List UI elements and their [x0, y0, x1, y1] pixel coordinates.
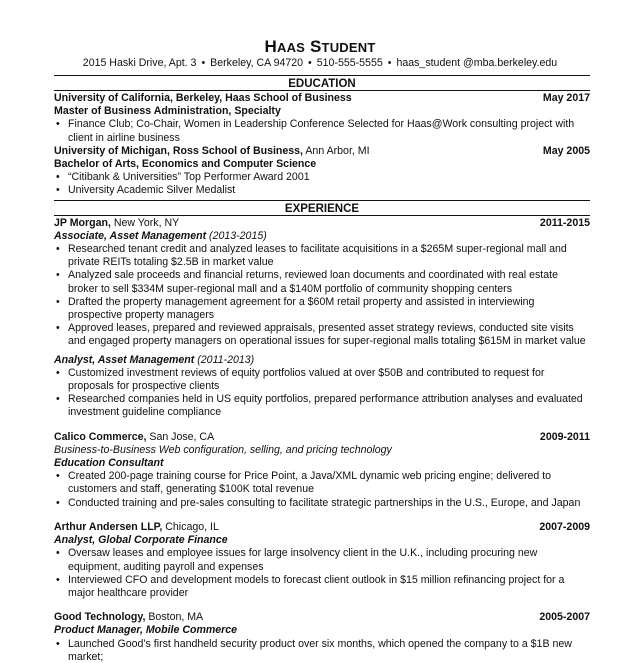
list-item: • “Citibank & Universities” Top Performer Award 2001 [54, 171, 590, 184]
job-entry [54, 521, 590, 600]
list-item: • Oversaw leases and employee issues for large insolvency client in the U.K., including procuring new equipment, auditing payroll and expenses [54, 547, 590, 573]
candidate-name [0, 36, 640, 59]
education-date: May 2017 [542, 92, 590, 104]
city: Berkeley, CA 94720 [210, 57, 304, 69]
list-item: • Customized investment reviews of equity portfolios valued at over $50B and contributed to request for proposals for prospective clients [54, 367, 590, 393]
role-title: Analyst, Asset Management [54, 353, 195, 366]
education-entry [54, 145, 590, 198]
job-date: 2009-2011 [539, 430, 590, 443]
company-location: New York, NY [110, 216, 180, 229]
list-item: • Conducted training and pre-sales consulting to facilitate strategic partnerships in the U.S., Europe, and Japan [54, 497, 590, 510]
list-item: • Drafted the property management agreement for a $60M retail property and assisted in interviewing prospective property managers [54, 296, 590, 322]
school-location: Ann Arbor, MI [303, 144, 370, 157]
address: 2015 Haski Drive, Apt. 3 [82, 57, 197, 69]
email[interactable]: haas_student @mba.berkeley.edu [396, 57, 558, 69]
list-item: • Launched Good’s first handheld security product over six months, which opened the company to a $1B new market; [54, 638, 590, 663]
list-item: • Created 200-page training course for Price Point, a Java/XML dynamic web pricing engine; delivered to customers and staff, generating $100K total revenue [54, 470, 590, 496]
role-period: (2013-2015) [206, 229, 267, 242]
bullet-separator: • [387, 57, 392, 69]
company-location: Chicago, IL [162, 520, 219, 533]
list-item: • Approved leases, prepared and reviewed appraisals, presented asset strategy reviews, conducted site visits and engaged property managers on operational issues for super-regional malls totaling $615M in market value [54, 322, 590, 348]
school-name: University of Michigan, Ross School of Business, [54, 144, 303, 157]
education-date: May 2005 [542, 144, 590, 157]
job-date: 2007-2009 [539, 520, 590, 533]
list-item: • Analyzed sale proceeds and financial returns, reviewed loan documents and coordinated with real estate broker to sell $334M super-regional mall and a $140M portfolio of community shopping centers [54, 269, 590, 295]
company-name: JP Morgan, [54, 216, 111, 229]
list-item: • Researched tenant credit and analyzed leases to facilitate acquisitions in a $265M super-regional mall and private REITs totaling $2.5B in market value [54, 243, 590, 269]
job-entry [54, 217, 590, 420]
name-first-rest: AAS [277, 40, 306, 55]
bullet-separator: • [201, 57, 206, 69]
company-description: Business-to-Business Web configuration, selling, and pricing technology [54, 443, 392, 456]
list-item: • Finance Club; Co-Chair, Women in Leadership Conference Selected for Haas@Work consulting project with client in airline business [54, 118, 590, 144]
role-title: Associate, Asset Management [54, 229, 207, 242]
company-name: Calico Commerce, [54, 430, 147, 443]
resume-content [54, 73, 590, 663]
education-heading: EDUCATION [54, 75, 590, 91]
list-item: • University Academic Silver Medalist [54, 184, 590, 197]
role-period: (2011-2013) [194, 353, 255, 366]
bullet-separator: • [308, 57, 312, 69]
education-entry [54, 92, 590, 145]
name-first-initial: H [264, 37, 277, 56]
company-location: San Jose, CA [146, 430, 215, 443]
company-name: Good Technology, [54, 611, 146, 624]
phone: 510-555-5555 [316, 57, 383, 69]
experience-heading: EXPERIENCE [54, 200, 590, 216]
job-date: 2005-2007 [539, 611, 590, 624]
role-title: Analyst, Global Corporate Finance [54, 534, 228, 547]
role-title: Product Manager, Mobile Commerce [54, 624, 238, 637]
degree: Master of Business Administration, Specialty [54, 105, 281, 118]
contact-line [0, 57, 640, 70]
company-name: Arthur Andersen LLP, [54, 520, 163, 533]
school-name: University of California, Berkeley, Haas School of Business [54, 92, 352, 104]
name-last-initial: S [310, 37, 322, 56]
job-entry [54, 611, 590, 663]
name-last-rest: TUDENT [321, 40, 376, 55]
list-item: • Interviewed CFO and development models to forecast client outlook in $15 million refinancing project for a major healthcare provider [54, 574, 590, 600]
role-title: Education Consultant [54, 457, 164, 470]
job-entry [54, 431, 590, 510]
degree: Bachelor of Arts, Economics and Computer Science [54, 158, 317, 171]
job-date: 2011-2015 [539, 216, 590, 229]
company-location: Boston, MA [145, 611, 204, 624]
list-item: • Researched companies held in US equity portfolios, prepared performance attribution analyses and evaluated investment guideline compliance [54, 393, 590, 419]
